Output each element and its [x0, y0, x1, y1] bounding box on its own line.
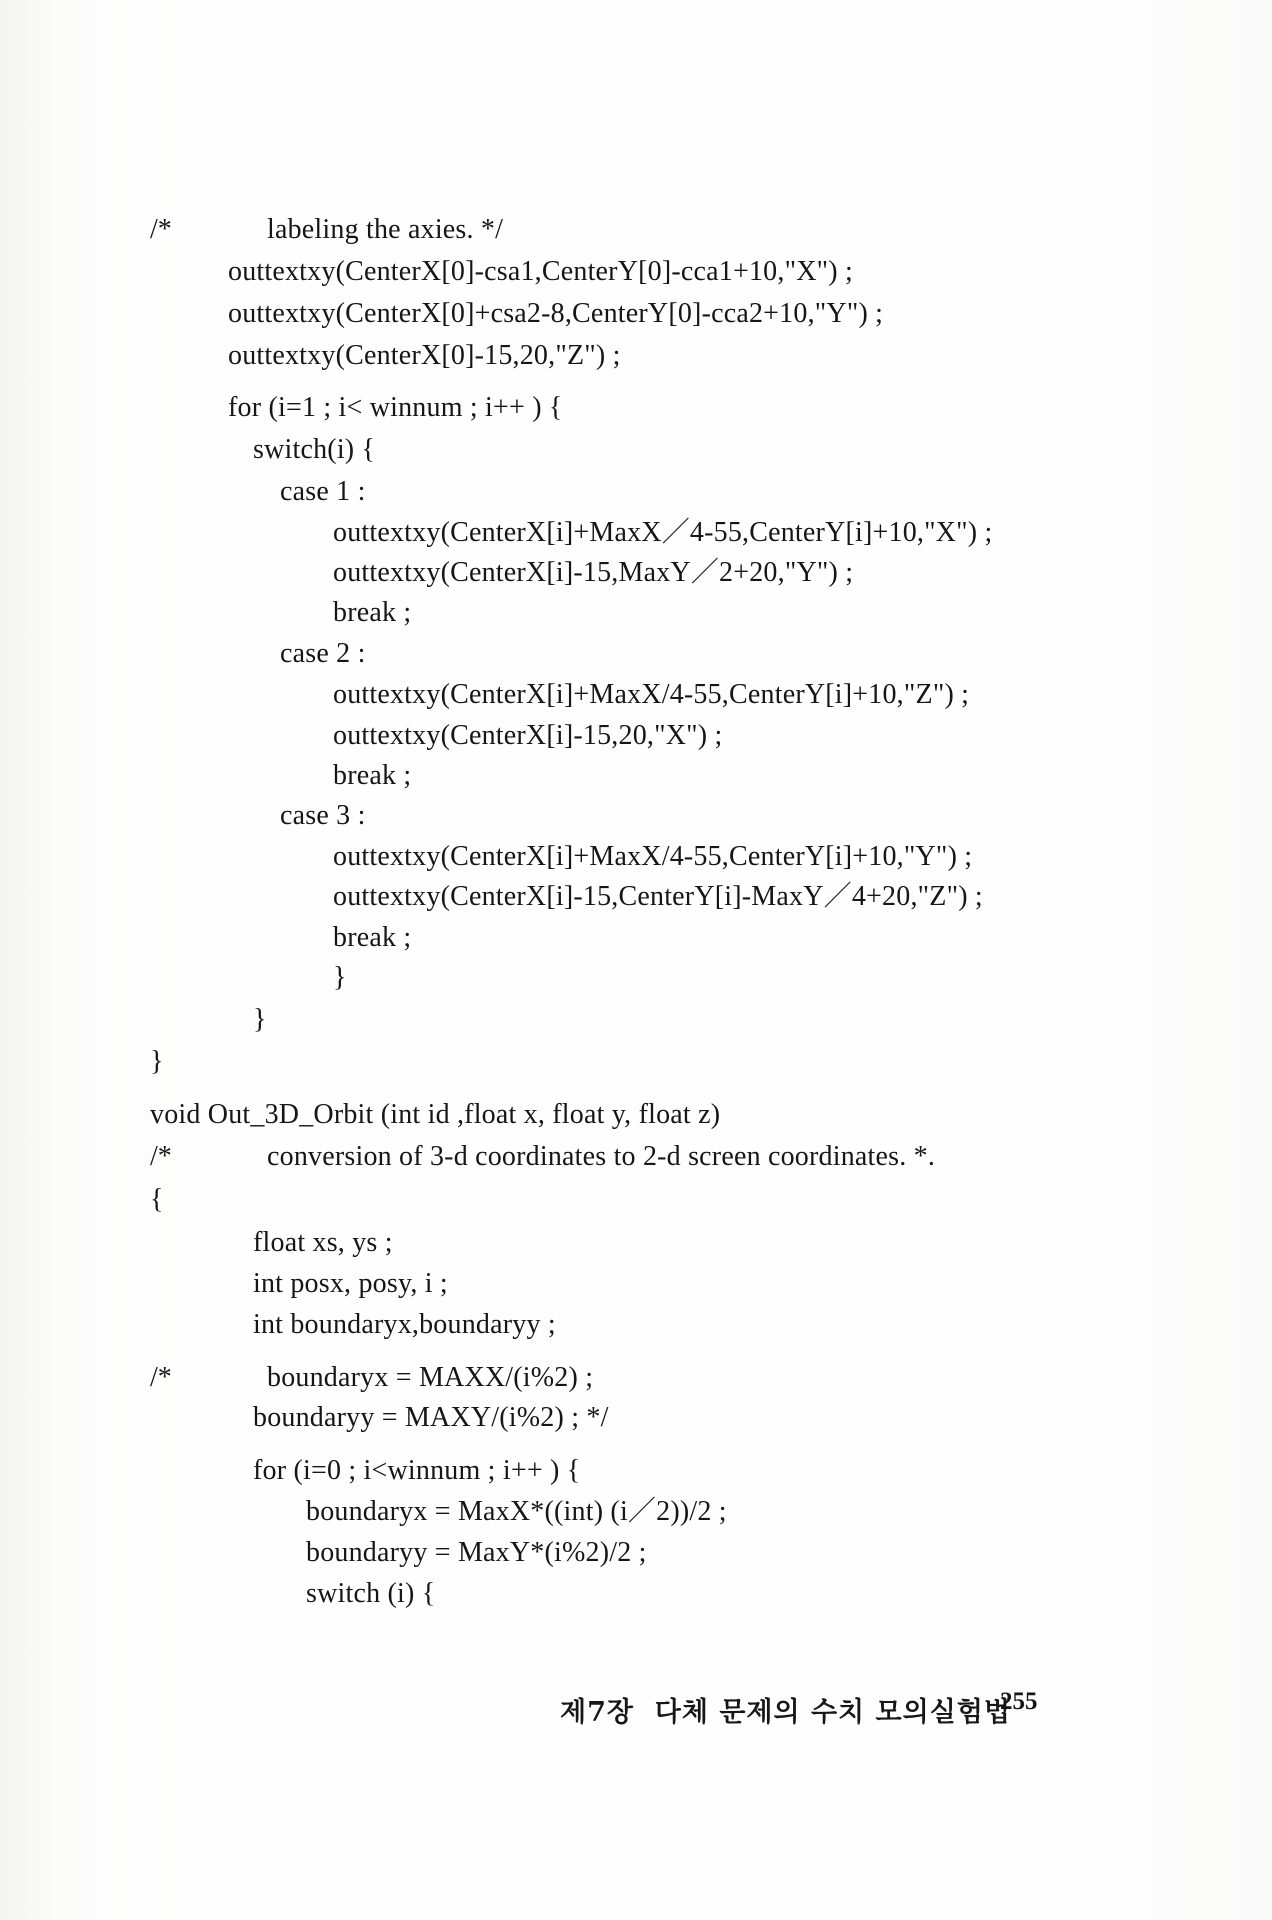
code-line: }	[253, 1004, 267, 1035]
code-line: case 2 :	[280, 638, 366, 669]
code-line: }	[150, 1046, 164, 1077]
code-line: switch (i) {	[306, 1578, 436, 1609]
code-line: boundaryy = MAXY/(i%2) ; */	[253, 1402, 609, 1433]
code-line: for (i=1 ; i< winnum ; i++ ) {	[228, 392, 563, 423]
code-line: case 3 :	[280, 800, 366, 831]
code-line: outtextxy(CenterX[i]+MaxX/4-55,CenterY[i]+10,"Z") ;	[333, 679, 970, 710]
code-line: break ;	[333, 760, 412, 791]
comment-open-marker: /*	[150, 1141, 172, 1172]
code-line: float xs, ys ;	[253, 1227, 393, 1258]
comment-open-marker: /*	[150, 214, 172, 245]
code-line: outtextxy(CenterX[0]-csa1,CenterY[0]-cca1+10,"X") ;	[228, 256, 853, 287]
code-line: int posx, posy, i ;	[253, 1268, 448, 1299]
code-line: outtextxy(CenterX[i]+MaxX／4-55,CenterY[i]+10,"X") ;	[333, 517, 993, 548]
page-number: 255	[1000, 1688, 1038, 1715]
code-line: labeling the axies. */	[267, 214, 504, 245]
code-line: }	[333, 962, 347, 993]
code-line: outtextxy(CenterX[i]+MaxX/4-55,CenterY[i]+10,"Y") ;	[333, 841, 973, 872]
comment-open-marker: /*	[150, 1362, 172, 1393]
code-line: outtextxy(CenterX[i]-15,CenterY[i]-MaxY／4+20,"Z") ;	[333, 881, 983, 912]
code-line: outtextxy(CenterX[0]+csa2-8,CenterY[0]-cca2+10,"Y") ;	[228, 298, 884, 329]
code-line: outtextxy(CenterX[0]-15,20,"Z") ;	[228, 340, 621, 371]
code-line: boundaryy = MaxY*(i%2)/2 ;	[306, 1537, 647, 1568]
code-line: for (i=0 ; i<winnum ; i++ ) {	[253, 1455, 581, 1486]
function-signature: void Out_3D_Orbit (int id ,float x, float y, float z)	[150, 1099, 721, 1130]
code-line: int boundaryx,boundaryy ;	[253, 1309, 556, 1340]
code-line: break ;	[333, 597, 412, 628]
code-line: conversion of 3-d coordinates to 2-d screen coordinates. *.	[267, 1141, 936, 1172]
chapter-footer: 제7장 다체 문제의 수치 모의실험법	[560, 1697, 1011, 1728]
code-line: case 1 :	[280, 476, 366, 507]
code-line: switch(i) {	[253, 434, 376, 465]
code-line: outtextxy(CenterX[i]-15,20,"X") ;	[333, 720, 723, 751]
code-line: boundaryx = MaxX*((int) (i／2))/2 ;	[306, 1496, 727, 1527]
code-line: {	[150, 1184, 164, 1215]
code-line: break ;	[333, 922, 412, 953]
code-line: outtextxy(CenterX[i]-15,MaxY／2+20,"Y") ;	[333, 557, 854, 588]
code-line: boundaryx = MAXX/(i%2) ;	[267, 1362, 594, 1393]
